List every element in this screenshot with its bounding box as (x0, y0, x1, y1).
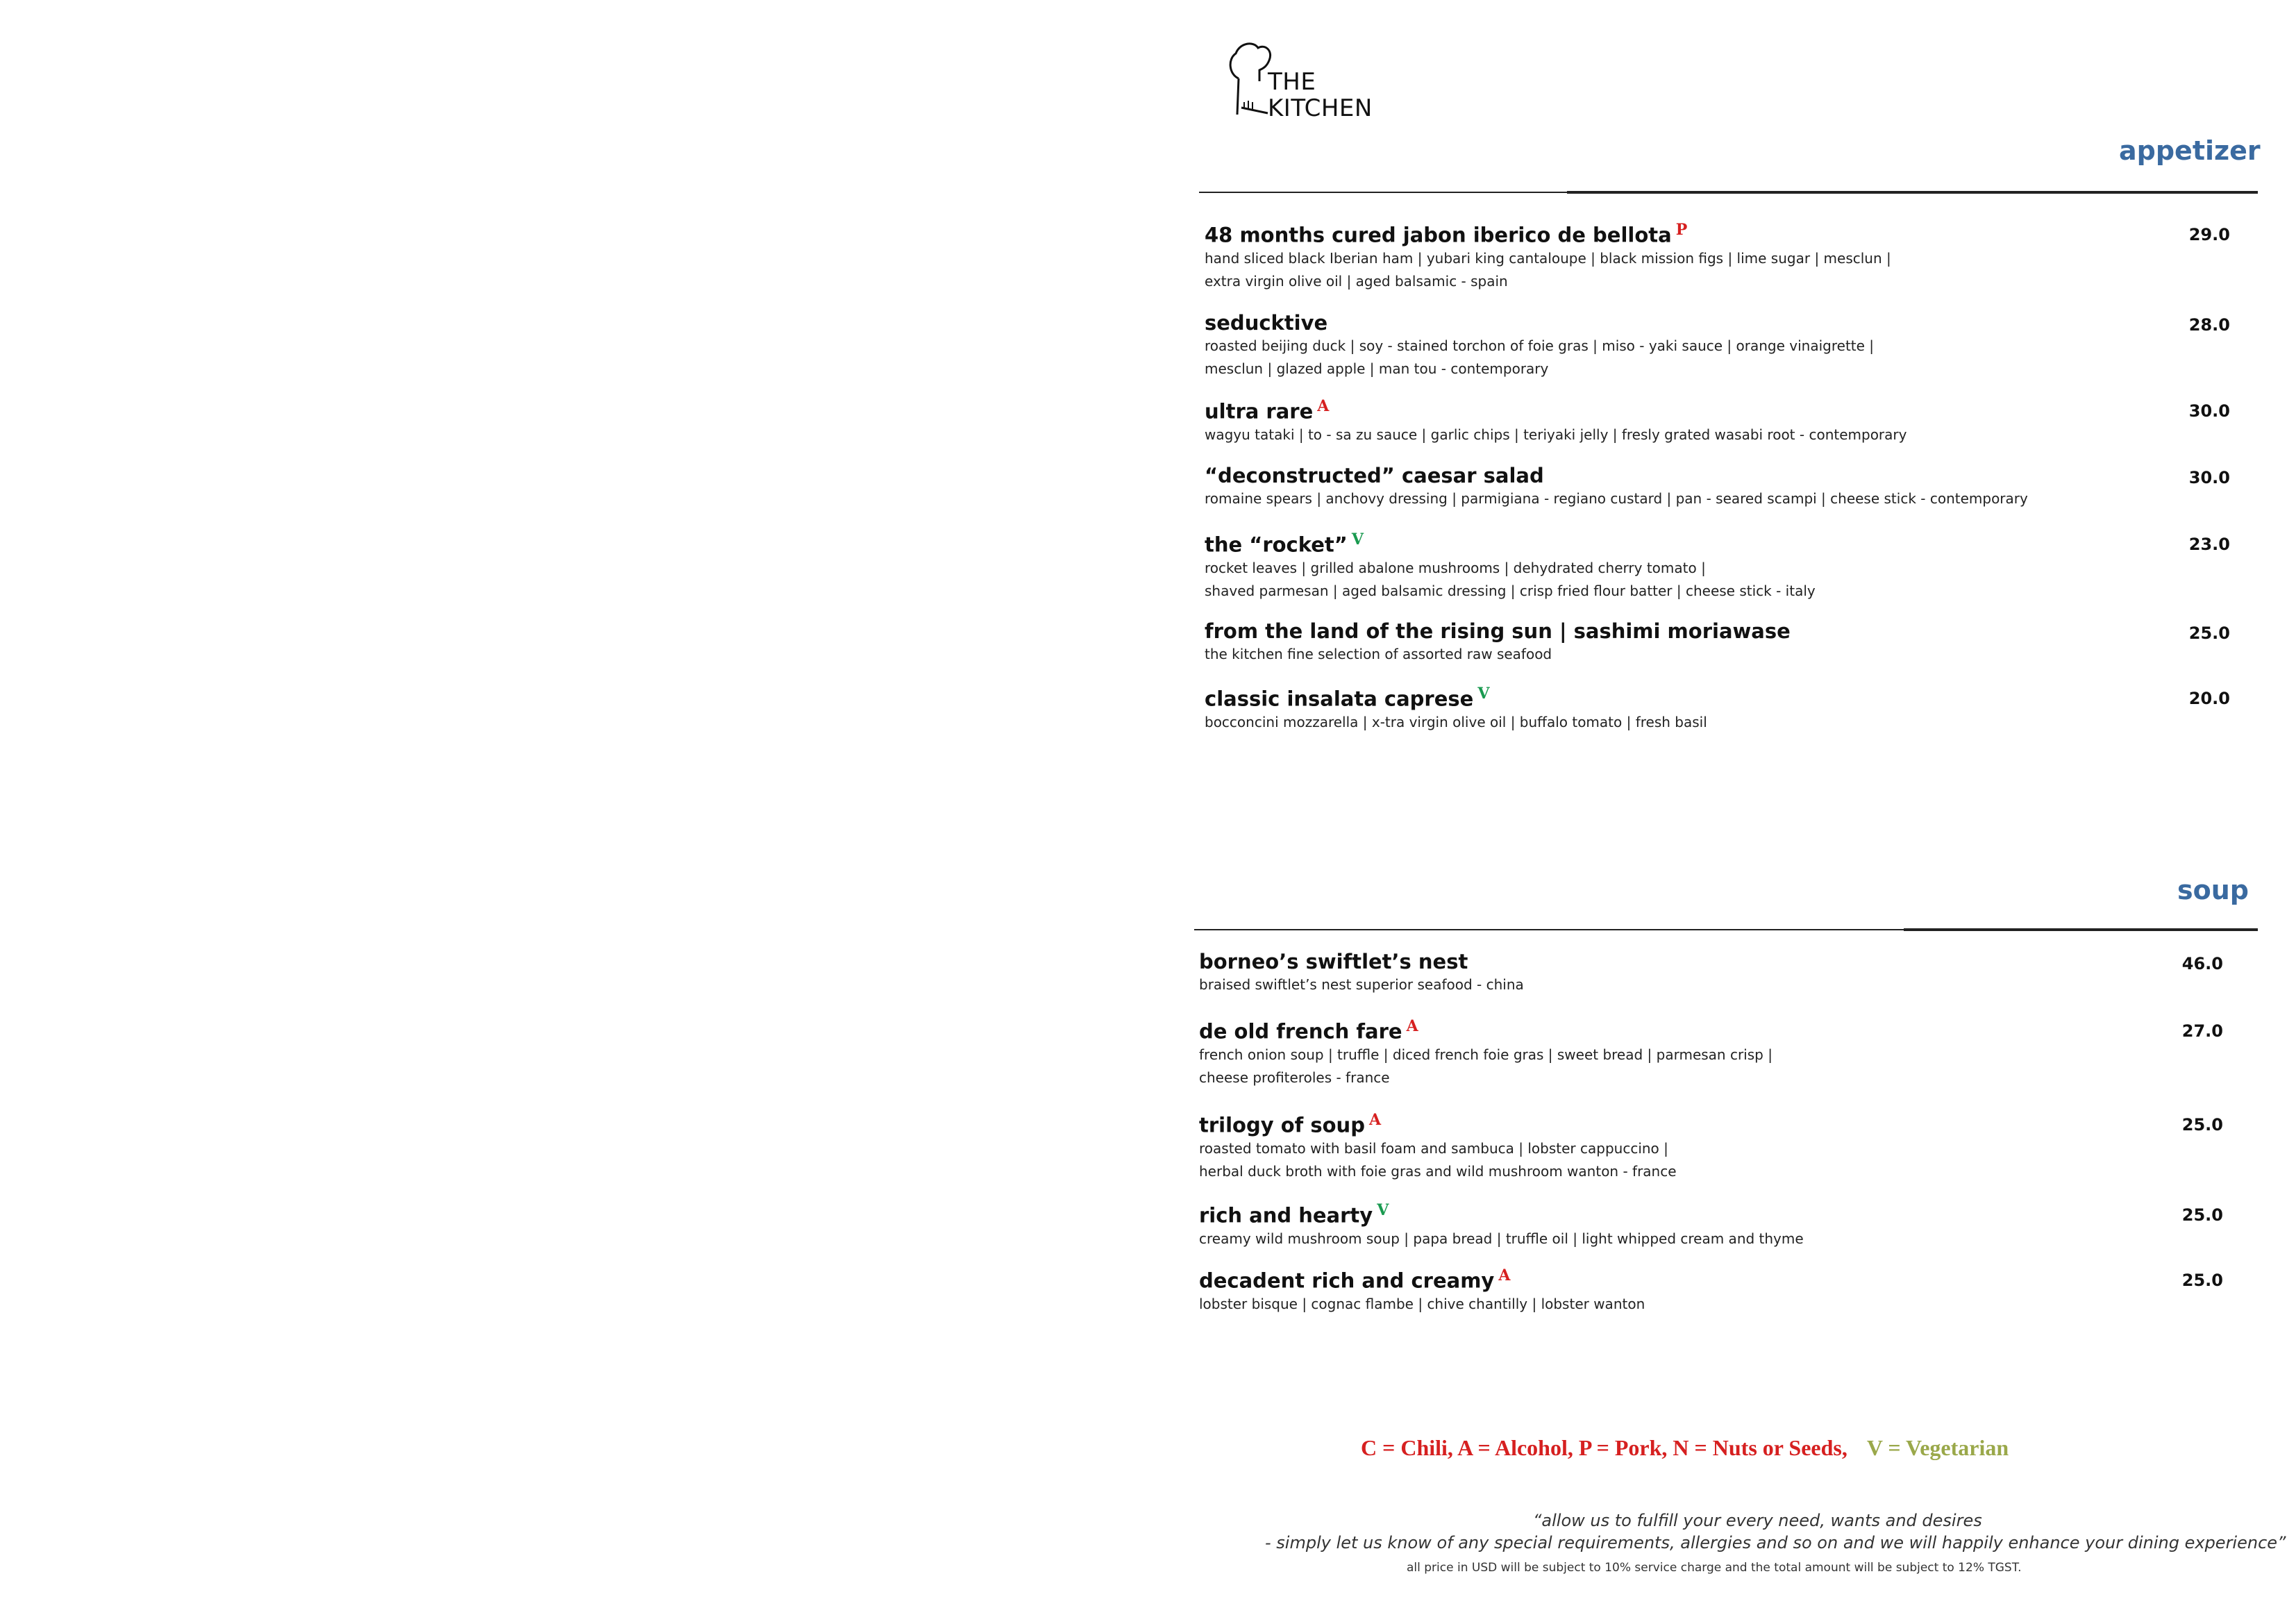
menu-item-name (1205, 530, 1816, 557)
dietary-mark: A (1406, 1017, 1418, 1035)
menu-item-description: hand sliced black Iberian ham | yubari king cantaloupe | black mission figs | lime sugar | mesclun | (1205, 249, 1891, 267)
menu-item (1199, 1017, 1773, 1089)
appetizer-divider (1199, 192, 2258, 193)
menu-item-price: 29.0 (2188, 225, 2230, 244)
menu-item-name-text: trilogy of soup (1199, 1113, 1365, 1137)
menu-item-description: lobster bisque | cognac flambe | chive chantilly | lobster wanton (1199, 1295, 1645, 1312)
menu-item-name (1205, 464, 2028, 487)
dietary-mark: V (1351, 530, 1364, 549)
menu-item-description: extra virgin olive oil | aged balsamic - spain (1205, 272, 1508, 290)
menu-item-name (1205, 397, 1907, 424)
dietary-mark: A (1317, 397, 1330, 415)
menu-item-name-text: classic insalata caprese (1205, 687, 1474, 711)
menu-item-description: romaine spears | anchovy dressing | parmigiana - regiano custard | pan - seared scampi | cheese stick - contemporary (1205, 490, 2028, 507)
menu-item-name-text: rich and hearty (1199, 1203, 1373, 1228)
dietary-mark: A (1368, 1111, 1382, 1129)
menu-item-name-text: from the land of the rising sun | sashimi moriawase (1205, 619, 1791, 643)
menu-item-name (1199, 1201, 1804, 1228)
menu-item-price: 30.0 (2188, 401, 2230, 421)
brand-line-1: THE (1268, 68, 1316, 96)
dietary-mark: V (1477, 685, 1490, 703)
menu-item-name-text: the “rocket” (1205, 533, 1348, 557)
dietary-legend (1361, 1435, 2009, 1461)
menu-item (1199, 950, 1524, 996)
note-line-1: “allow us to fulfill your every need, wants and desires (1533, 1511, 1982, 1530)
legend-vegetarian: V = Vegetarian (1866, 1435, 2009, 1460)
menu-item-description: herbal duck broth with foie gras and wild mushroom wanton - france (1199, 1162, 1677, 1180)
brand-line-2: KITCHEN (1268, 94, 1373, 122)
soup-title: soup (2177, 875, 2249, 905)
menu-item-description: bocconcini mozzarella | x-tra virgin olive oil | buffalo tomato | fresh basil (1205, 713, 1707, 730)
menu-item (1199, 1111, 1677, 1183)
menu-item-description: the kitchen fine selection of assorted raw seafood (1205, 646, 1552, 662)
menu-item-price: 30.0 (2188, 468, 2230, 487)
dietary-mark: P (1675, 221, 1688, 239)
menu-item-name (1205, 221, 1891, 247)
menu-item-description: braised swiftlet’s nest superior seafood - china (1199, 976, 1524, 993)
note-line-2: - simply let us know of any special requirements, allergies and so on and we will happily enhance your dining experience” (1265, 1533, 2286, 1552)
menu-item-name-text: decadent rich and creamy (1199, 1269, 1495, 1293)
menu-item (1205, 619, 1791, 666)
legend-allergens: C = Chili, A = Alcohol, P = Pork, N = Nuts or Seeds, (1361, 1435, 1847, 1460)
menu-item-description: mesclun | glazed apple | man tou - contemporary (1205, 360, 1549, 377)
menu-item-description: rocket leaves | grilled abalone mushrooms | dehydrated cherry tomato | (1205, 559, 1706, 576)
menu-item (1205, 685, 1707, 734)
soup-divider (1194, 929, 2258, 930)
menu-item-name-text: ultra rare (1205, 399, 1314, 424)
menu-item-price: 20.0 (2188, 689, 2230, 708)
menu-item (1205, 221, 1891, 293)
menu-item-price: 27.0 (2181, 1021, 2223, 1041)
menu-item-name (1199, 1111, 1677, 1137)
menu-item-description: wagyu tataki | to - sa zu sauce | garlic chips | teriyaki jelly | fresly grated wasabi root - contemporary (1205, 426, 1907, 443)
menu-item-name-text: “deconstructed” caesar salad (1205, 464, 1544, 487)
menu-item (1199, 1201, 1804, 1250)
menu-item-name (1205, 685, 1707, 711)
menu-item-price: 46.0 (2181, 954, 2223, 973)
dietary-mark: V (1377, 1201, 1389, 1219)
menu-item-price: 25.0 (2188, 623, 2230, 643)
menu-item-description: creamy wild mushroom soup | papa bread | truffle oil | light whipped cream and thyme (1199, 1230, 1804, 1247)
menu-item-price: 25.0 (2181, 1271, 2223, 1290)
menu-item-description: shaved parmesan | aged balsamic dressing | crisp fried flour batter | cheese stick - italy (1205, 582, 1816, 599)
menu-item (1205, 464, 2028, 510)
menu-item-name (1205, 311, 1874, 335)
menu-item-price: 28.0 (2188, 315, 2230, 335)
menu-item-name-text: seducktive (1205, 311, 1328, 335)
menu-item-name (1199, 950, 1524, 973)
menu-item-name (1205, 619, 1791, 643)
fine-print: all price in USD will be subject to 10% service charge and the total amount will be subject to 12% TGST. (1407, 1561, 2022, 1575)
dietary-mark: A (1498, 1266, 1511, 1284)
brand-name (1268, 69, 1373, 122)
menu-item-description: cheese profiteroles - france (1199, 1069, 1390, 1086)
menu-item-description: roasted beijing duck | soy - stained torchon of foie gras | miso - yaki sauce | orange vinaigrette | (1205, 337, 1875, 354)
menu-item-name (1199, 1266, 1645, 1293)
menu-item (1205, 530, 1816, 603)
menu-item-price: 25.0 (2181, 1115, 2223, 1135)
menu-item-description: french onion soup | truffle | diced french foie gras | sweet bread | parmesan crisp | (1199, 1046, 1773, 1063)
menu-item-price: 23.0 (2188, 535, 2230, 554)
menu-item-description: roasted tomato with basil foam and sambuca | lobster cappuccino | (1199, 1139, 1668, 1157)
menu-item-price: 25.0 (2181, 1205, 2223, 1225)
menu-item-name-text: borneo’s swiftlet’s nest (1199, 950, 1468, 973)
menu-item-name-text: 48 months cured jabon iberico de bellota (1205, 223, 1672, 247)
logo (1226, 38, 1407, 135)
menu-item (1205, 397, 1907, 446)
menu-item (1205, 311, 1874, 380)
menu-item-name (1199, 1017, 1773, 1044)
menu-item (1199, 1266, 1645, 1316)
appetizer-title: appetizer (2119, 135, 2261, 166)
menu-item-name-text: de old french fare (1199, 1019, 1402, 1044)
